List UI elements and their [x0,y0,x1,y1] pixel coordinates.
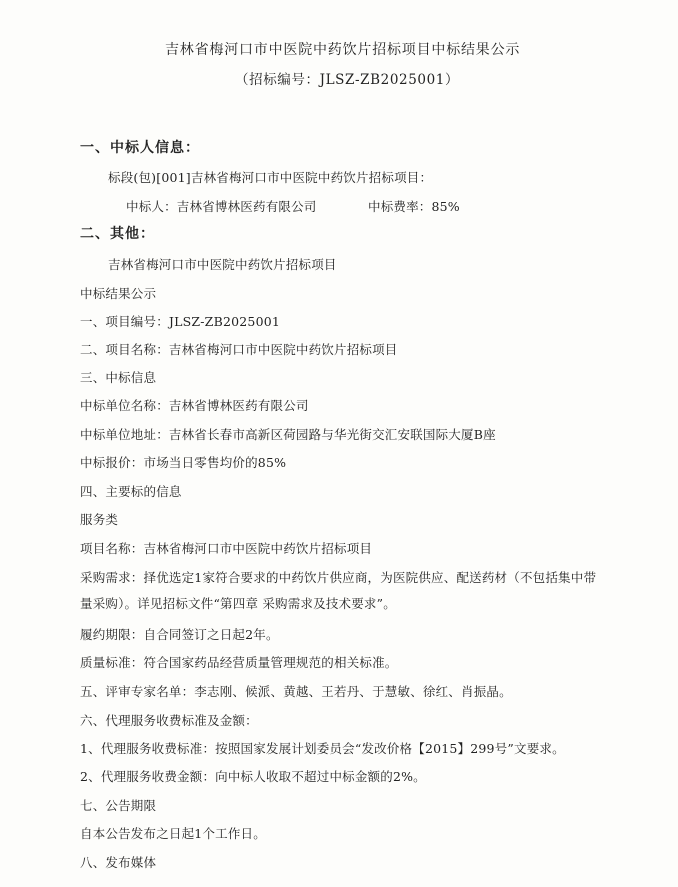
body-line: 服务类 [80,512,119,527]
body-line: 履约期限：自合同签订之日起2年。 [80,627,279,642]
body-line: 1、代理服务收费标准：按照国家发展计划委员会“发改价格【2015】299号”文要求。 [80,741,565,756]
body-line: 二、项目名称：吉林省梅河口市中医院中药饮片招标项目 [80,342,398,357]
winner-rate: 中标费率：85% [368,199,460,214]
body-line: 七、公告期限 [80,798,157,813]
body-line: 质量标准：符合国家药品经营质量管理规范的相关标准。 [80,655,398,670]
procurement-requirement: 采购需求：择优选定1家符合要求的中药饮片供应商，为医院供应、配送药材（不包括集中带量采购）。详见招标文件“第四章 采购需求及技术要求”。 [80,570,597,611]
body-line: 中标结果公示 [80,286,157,301]
body-line: 四、主要标的信息 [80,484,182,499]
body-line: 三、中标信息 [80,370,157,385]
body-line: 2、代理服务收费金额：向中标人收取不超过中标金额的2%。 [80,769,426,784]
body-line: 一、项目编号：JLSZ-ZB2025001 [80,314,281,329]
bid-number-subtitle: （招标编号：JLSZ-ZB2025001） [235,72,460,88]
body-line: 八、发布媒体 [80,855,157,870]
body-line: 中标报价：市场当日零售均价的85% [80,455,287,470]
section2-heading: 二、其他： [80,226,155,242]
body-line: 吉林省梅河口市中医院中药饮片招标项目 [108,257,337,272]
document-title: 吉林省梅河口市中医院中药饮片招标项目中标结果公示 [165,42,521,58]
body-line: 六、代理服务收费标准及金额： [80,713,258,728]
body-line: 项目名称：吉林省梅河口市中医院中药饮片招标项目 [80,541,373,556]
body-line: 中标单位名称：吉林省博林医药有限公司 [80,398,309,413]
lot-line: 标段(包)[001]吉林省梅河口市中医院中药饮片招标项目： [108,170,433,185]
body-line: 五、评审专家名单：李志刚、候派、黄越、王若丹、于慧敏、徐红、肖振晶。 [80,684,512,699]
section1-heading: 一、中标人信息： [80,140,200,156]
body-line: 自本公告发布之日起1个工作日。 [80,826,266,841]
body-line: 中标单位地址：吉林省长春市高新区荷园路与华光街交汇安联国际大厦B座 [80,427,496,442]
winner-name: 中标人：吉林省博林医药有限公司 [126,199,317,214]
